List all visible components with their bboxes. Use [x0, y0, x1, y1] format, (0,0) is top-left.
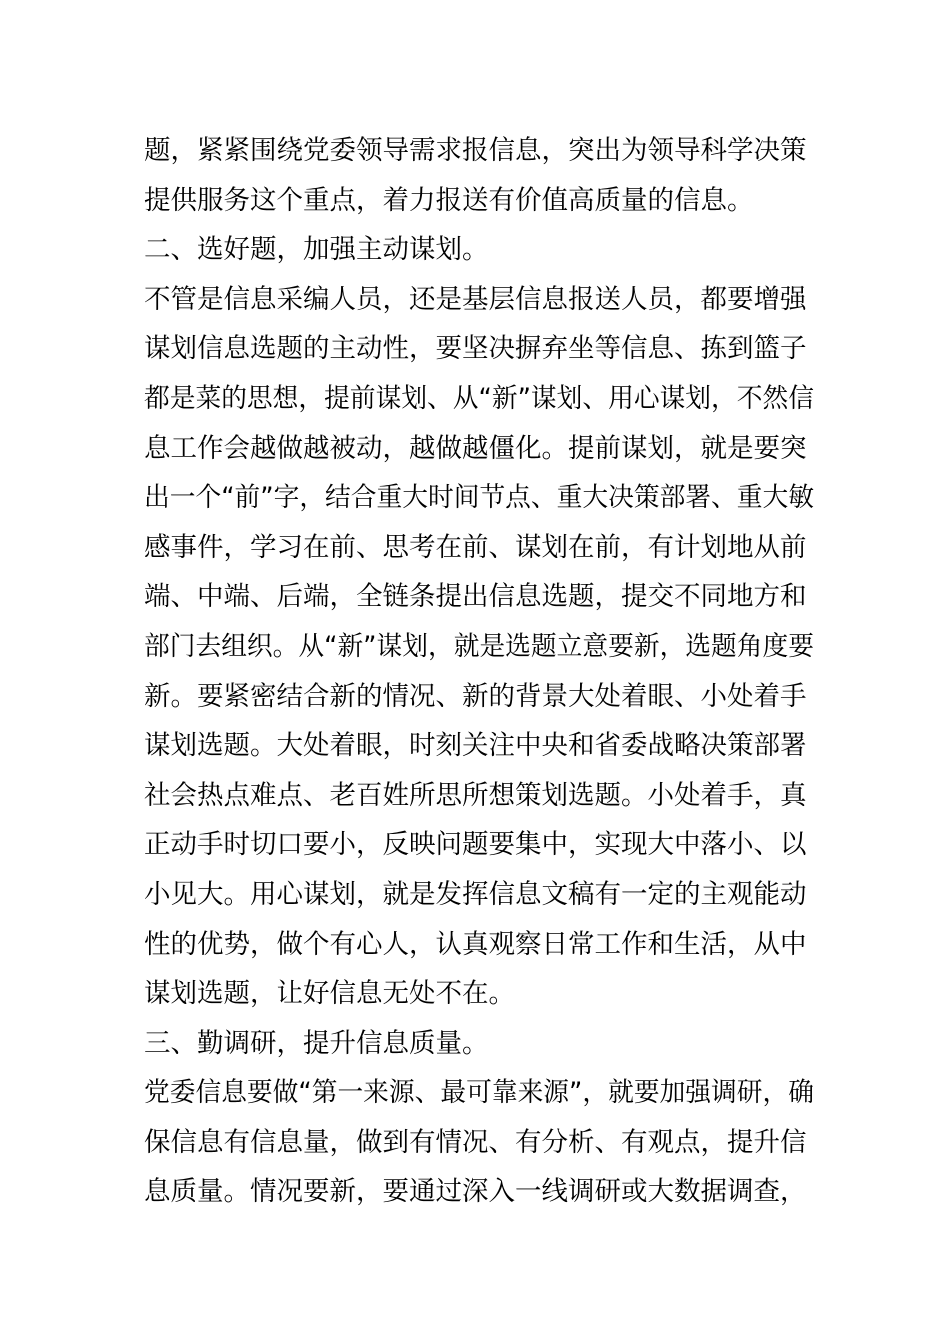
section-heading: 二、选好题，加强主动谋划。 — [144, 234, 489, 266]
text-line: 谋划选题，让好信息无处不在。 — [144, 978, 515, 1010]
text-line: 谋划信息选题的主动性，要坚决摒弃坐等信息、拣到篮子 — [144, 333, 807, 365]
text-line: 出一个“前”字，结合重大时间节点、重大决策部署、重大敏 — [144, 482, 814, 514]
document-body — [144, 126, 814, 1217]
text-line: 社会热点难点、老百姓所思所想策划选题。小处着手，真 — [144, 779, 807, 811]
text-line: 部门去组织。从“新”谋划，就是选题立意要新，选题角度要 — [144, 630, 814, 662]
text-line: 性的优势，做个有心人，认真观察日常工作和生活，从中 — [144, 928, 807, 960]
text-line: 提供服务这个重点，着力报送有价值高质量的信息。 — [144, 184, 754, 216]
text-line: 保信息有信息量，做到有情况、有分析、有观点，提升信 — [144, 1126, 807, 1158]
text-line: 息质量。情况要新，要通过深入一线调研或大数据调查， — [144, 1176, 807, 1208]
text-line: 不管是信息采编人员，还是基层信息报送人员，都要增强 — [144, 283, 807, 315]
text-line: 端、中端、后端，全链条提出信息选题，提交不同地方和 — [144, 581, 807, 613]
text-line: 都是菜的思想，提前谋划、从“新”谋划、用心谋划，不然信 — [144, 382, 814, 414]
text-line: 题，紧紧围绕党委领导需求报信息，突出为领导科学决策 — [144, 135, 807, 166]
text-line: 新。要紧密结合新的情况、新的背景大处着眼、小处着手 — [144, 680, 807, 712]
text-line: 党委信息要做“第一来源、最可靠来源”，就要加强调研，确 — [144, 1077, 814, 1109]
text-line: 谋划选题。大处着眼，时刻关注中央和省委战略决策部署 — [144, 730, 807, 762]
text-line: 息工作会越做越被动，越做越僵化。提前谋划，就是要突 — [144, 432, 807, 464]
text-line: 正动手时切口要小，反映问题要集中，实现大中落小、以 — [144, 829, 807, 861]
text-line: 小见大。用心谋划，就是发挥信息文稿有一定的主观能动 — [144, 878, 807, 910]
text-line: 感事件，学习在前、思考在前、谋划在前，有计划地从前 — [144, 531, 807, 563]
section-heading: 三、勤调研，提升信息质量。 — [144, 1027, 489, 1059]
